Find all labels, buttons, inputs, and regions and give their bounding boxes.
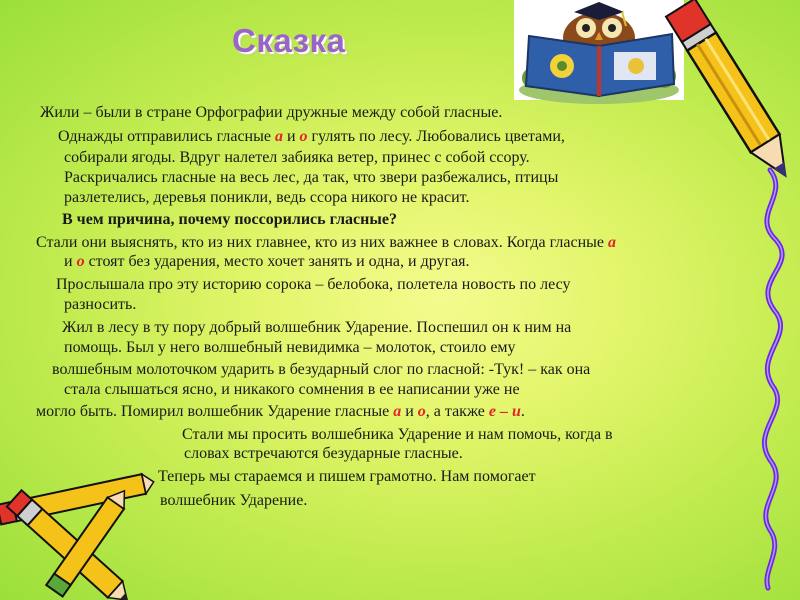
crossed-pencils-image — [0, 480, 160, 598]
story-line-3: собирали ягоды. Вдруг налетел забияка ветер, принес с собой ссору. — [64, 149, 530, 166]
vowel-a: а — [274, 128, 283, 145]
story-line-1: Жили – были в стране Орфографии дружные между собой гласные. — [40, 104, 503, 121]
text-fragment: и — [282, 128, 300, 145]
slide-title: Сказка — [232, 22, 346, 59]
vowel-a: а — [607, 234, 616, 251]
text-fragment: Стали они выяснять, кто из них главнее, кто из них важнее в словах. Когда гласные — [36, 234, 608, 251]
text-fragment: , а также — [425, 403, 489, 420]
story-line-9: Прослышала про эту историю сорока – белобока, полетела новость по лесу — [56, 276, 571, 293]
vowel-o: о — [76, 253, 85, 270]
story-question: В чем причина, почему поссорились гласные? — [62, 211, 397, 228]
text-fragment: могло быть. Помирил волшебник Ударение гласные — [36, 403, 394, 420]
vowels-e-i: е – и — [488, 403, 521, 420]
story-line-19: волшебник Ударение. — [160, 492, 308, 509]
story-line-13: волшебным молоточком ударить в безударный слог по гласной: -Тук! – как она — [52, 361, 591, 378]
story-line-17: словах встречаются безударные гласные. — [184, 445, 463, 462]
purple-squiggle-image — [740, 170, 800, 590]
story-line-4: Раскричались гласные на весь лес, да так, что звери разбежались, птицы — [64, 169, 559, 186]
text-fragment: и — [401, 403, 418, 420]
story-line-14: стала слышаться ясно, и никакого сомнения в ее написании уже не — [64, 381, 520, 398]
story-line-7 — [36, 232, 616, 253]
pencil-top-image — [680, 0, 790, 195]
story-line-10: разносить. — [64, 296, 137, 313]
story-line-18: Теперь мы стараемся и пишем грамотно. Нам помогает — [158, 468, 536, 485]
story-line-11: Жил в лесу в ту пору добрый волшебник Ударение. Поспешил он к ним на — [62, 319, 572, 336]
vowel-a: а — [393, 403, 402, 420]
text-fragment: стоят без ударения, место хочет занять и одна, и другая. — [84, 253, 470, 270]
text-fragment: и — [64, 253, 77, 270]
text-fragment: гулять по лесу. Любовались цветами, — [307, 128, 565, 145]
vowel-o: о — [299, 128, 308, 145]
story-line-8 — [64, 251, 470, 272]
story-line-2 — [58, 126, 565, 147]
text-fragment: . — [520, 403, 525, 420]
story-line-12: помощь. Был у него волшебный невидимка – молоток, стоило ему — [64, 339, 516, 356]
vowel-o: о — [417, 403, 426, 420]
story-line-15 — [36, 401, 525, 422]
story-line-5: разлетелись, деревья поникли, ведь ссора никого не красит. — [64, 189, 470, 206]
story-line-16: Стали мы просить волшебника Ударение и нам помочь, когда в — [182, 426, 613, 443]
owl-book-image — [514, 0, 684, 100]
text-fragment: Однажды отправились гласные — [58, 128, 275, 145]
